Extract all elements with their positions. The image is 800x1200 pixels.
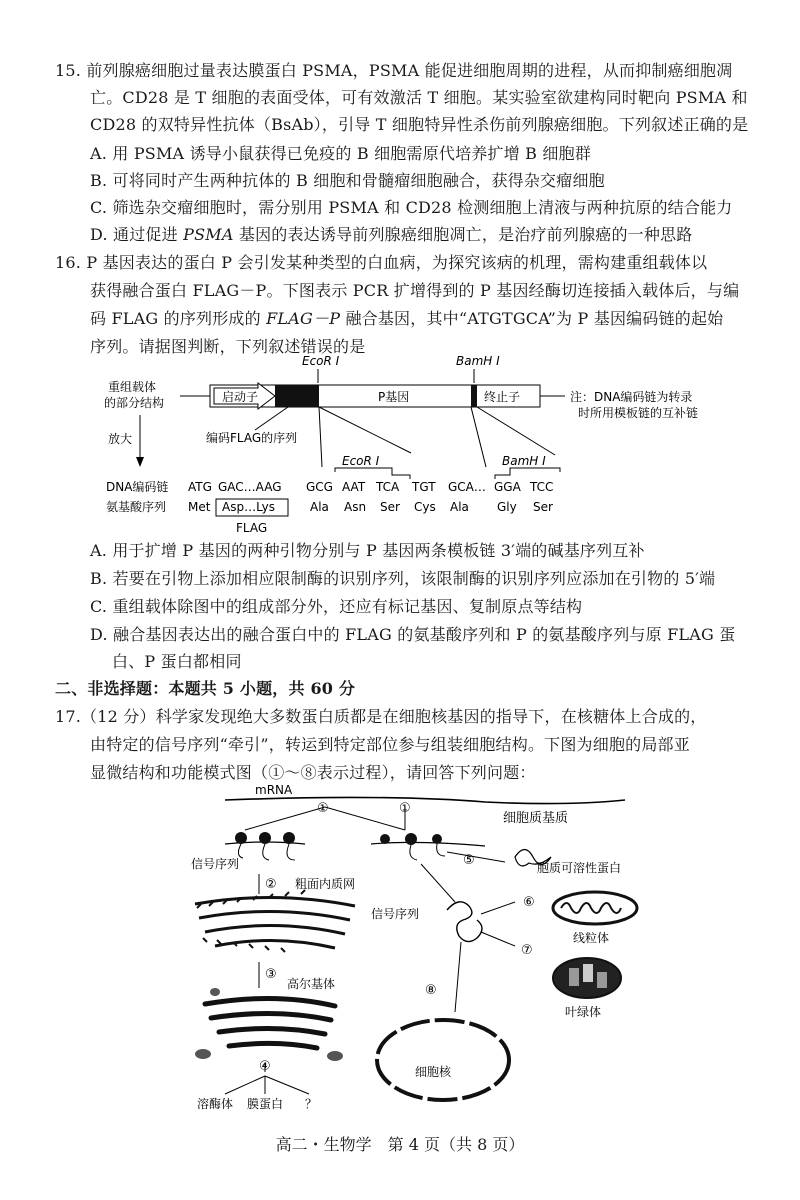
q16-stem-line-2: 获得融合蛋白 FLAG－P。下图表示 PCR 扩增得到的 P 基因经酶切连接插入载体后，与编 bbox=[90, 281, 740, 300]
q16-stem-line-1: 16. P 基因表达的蛋白 P 会引发某种类型的白血病，为探究该病的机理，需构建重组载体以 bbox=[55, 253, 708, 272]
step-2: ② bbox=[265, 877, 277, 892]
section-heading: 二、非选择题：本题共 5 小题，共 60 分 bbox=[55, 679, 356, 698]
soluble-protein-label: 胞质可溶性蛋白 bbox=[537, 861, 622, 875]
step7-arrow bbox=[481, 932, 515, 946]
expansion-line-1 bbox=[319, 407, 322, 467]
codon: GCA… bbox=[448, 480, 486, 494]
amino-acid: Met bbox=[188, 500, 211, 514]
q15-stem-line-2: 亡。CD28 是 T 细胞的表面受体，可有效激活 T 细胞。某实验室欲建构同时靶向 PSMA 和 bbox=[90, 88, 748, 107]
amino-acid: Ala bbox=[450, 500, 469, 514]
q16-option-d-cont: 白、P 蛋白都相同 bbox=[112, 652, 242, 671]
signal-seq-label-2: 信号序列 bbox=[371, 907, 420, 921]
q15-stem-line-1: 15. 前列腺癌细胞过量表达膜蛋白 PSMA，PSMA 能促进细胞周期的进程，从而抑制癌细胞凋 bbox=[55, 61, 733, 80]
step6-arrow bbox=[481, 902, 515, 914]
ribosome-mrna-right bbox=[371, 842, 485, 846]
step1-right-line bbox=[325, 807, 405, 830]
bamhi-cut-bracket bbox=[495, 468, 560, 479]
label-vector-1: 重组载体 bbox=[108, 380, 157, 394]
center-arrow bbox=[421, 864, 455, 902]
q16-option-a: A. 用于扩增 P 基因的两种引物分别与 P 基因两条模板链 3′端的碱基序列互补 bbox=[90, 541, 645, 560]
signal-seq-label-1: 信号序列 bbox=[191, 857, 240, 871]
amino-acid: Ser bbox=[380, 500, 400, 514]
ribosome bbox=[283, 832, 295, 844]
step-6: ⑥ bbox=[523, 895, 535, 910]
ribosome bbox=[380, 834, 390, 844]
step-1-right: ① bbox=[399, 801, 411, 816]
step5-arrow bbox=[447, 852, 505, 862]
q17-stem-line-2: 由特定的信号序列“牵引”，转运到特定部位参与组装细胞结构。下图为细胞的局部亚 bbox=[90, 735, 690, 754]
flag-caption: FLAG bbox=[236, 521, 268, 535]
flag-pointer bbox=[255, 407, 288, 430]
amino-acid-label: 氨基酸序列 bbox=[106, 500, 167, 514]
enlarge-label: 放大 bbox=[108, 432, 133, 446]
terminator-label: 终止子 bbox=[484, 390, 521, 404]
mitochondrion bbox=[553, 892, 637, 924]
ribosome bbox=[405, 833, 417, 845]
step-3: ③ bbox=[265, 967, 277, 982]
flag-block bbox=[275, 385, 319, 407]
golgi-apparatus bbox=[195, 988, 343, 1061]
q16-option-d: D. 融合基因表达出的融合蛋白中的 FLAG 的氨基酸序列和 P 的氨基酸序列与原 FLAG 蛋 bbox=[90, 625, 736, 644]
step4-branch-left bbox=[225, 1076, 265, 1094]
step-7: ⑦ bbox=[521, 943, 533, 958]
nascent-chain bbox=[238, 844, 243, 858]
codon: TGT bbox=[412, 480, 436, 494]
vector-diagram bbox=[0, 345, 800, 540]
note-line-1: 注：DNA编码链为转录 bbox=[570, 390, 693, 404]
q15-stem-line-3: CD28 的双特异性抗体（BsAb），引导 T 细胞特异性杀伤前列腺癌细胞。下列叙述正确的是 bbox=[90, 115, 749, 134]
codon: TCA bbox=[376, 480, 400, 494]
codon: ATG bbox=[188, 480, 212, 494]
expansion-line-3 bbox=[471, 407, 486, 467]
codon: GGA bbox=[494, 480, 521, 494]
q15-option-a: A. 用 PSMA 诱导小鼠获得已免疫的 B 细胞需原代培养扩增 B 细胞群 bbox=[90, 144, 592, 163]
amino-acid: Cys bbox=[414, 500, 436, 514]
nascent-chain bbox=[287, 844, 295, 860]
nascent-chain bbox=[410, 845, 417, 860]
protein-sorting-diagram bbox=[185, 782, 655, 1117]
ecori-small-label: EcoR Ⅰ bbox=[342, 454, 380, 468]
nascent-chain bbox=[437, 844, 445, 856]
ribosome bbox=[235, 832, 247, 844]
q16-stem-line-4: 序列。请据图判断，下列叙述错误的是 bbox=[90, 337, 366, 356]
step4-branch-right bbox=[265, 1076, 309, 1094]
amino-acid: Gly bbox=[497, 500, 517, 514]
flag-seq-label: 编码FLAG的序列 bbox=[206, 431, 298, 445]
q16-option-b: B. 若要在引物上添加相应限制酶的识别序列，该限制酶的识别序列应添加在引物的 5′端 bbox=[90, 569, 716, 588]
step-5: ⑤ bbox=[463, 853, 475, 868]
mrna-label: mRNA bbox=[255, 783, 293, 797]
step-1-left: ① bbox=[317, 801, 329, 816]
note-line-2: 时所用模板链的互补链 bbox=[578, 406, 699, 420]
q17-stem-line-1: 17.（12 分）科学家发现绝大多数蛋白质都是在细胞核基因的指导下，在核糖体上合成的， bbox=[55, 707, 707, 726]
q17-stem-line-3: 显微结构和功能模式图（①～⑧表示过程），请回答下列问题： bbox=[90, 763, 536, 782]
codon: AAT bbox=[342, 480, 366, 494]
bamhi-small-label: BamH Ⅰ bbox=[502, 454, 546, 468]
bamhi-label: BamH Ⅰ bbox=[456, 354, 500, 368]
amino-acid: Asn bbox=[344, 500, 367, 514]
bamhi-site-block bbox=[471, 385, 477, 407]
q15-option-c: C. 筛选杂交瘤细胞时，需分别用 PSMA 和 CD28 检测细胞上清液与两种抗原的结合能力 bbox=[90, 198, 733, 217]
unknown-destination-label: ？ bbox=[305, 1097, 318, 1111]
q16-option-c: C. 重组载体除图中的组成部分外，还应有标记基因、复制原点等结构 bbox=[90, 597, 583, 616]
codon: TCC bbox=[530, 480, 554, 494]
chloro-label: 叶绿体 bbox=[565, 1005, 602, 1019]
step8-arrow bbox=[455, 942, 461, 1012]
expansion-line-4 bbox=[477, 407, 555, 455]
expansion-line-2 bbox=[319, 407, 411, 453]
ecori-cut-bracket bbox=[335, 468, 410, 479]
ribosome bbox=[259, 832, 271, 844]
codon: GAC…AAG bbox=[218, 480, 282, 494]
step-8: ⑧ bbox=[425, 983, 437, 998]
nascent-chain bbox=[263, 844, 269, 860]
promoter-label: 启动子 bbox=[222, 390, 259, 404]
nucleus-label: 细胞核 bbox=[415, 1065, 452, 1079]
enlarge-arrowhead bbox=[136, 457, 144, 467]
membrane-protein-label: 膜蛋白 bbox=[247, 1097, 284, 1111]
chloroplast bbox=[553, 958, 621, 998]
rer-label: 粗面内质网 bbox=[295, 877, 356, 891]
dna-strand-label: DNA编码链 bbox=[106, 480, 169, 494]
signal-protein bbox=[447, 902, 482, 942]
label-vector-2: 的部分结构 bbox=[104, 396, 165, 410]
mito-label: 线粒体 bbox=[573, 931, 610, 945]
rough-er bbox=[195, 890, 355, 952]
amino-acid: Asp…Lys bbox=[222, 500, 276, 514]
pgene-label: P基因 bbox=[378, 390, 410, 404]
q15-option-d: D. 通过促进 PSMA 基因的表达诱导前列腺癌细胞凋亡，是治疗前列腺癌的一种思路 bbox=[90, 225, 693, 244]
lysosome-label: 溶酶体 bbox=[197, 1097, 234, 1111]
q16-stem-line-3: 码 FLAG 的序列形成的 FLAG－P 融合基因，其中“ATGTGCA”为 P 基因编码链的起始 bbox=[90, 309, 724, 328]
ribosome bbox=[432, 834, 442, 844]
amino-acid: Ser bbox=[533, 500, 553, 514]
step-4: ④ bbox=[259, 1059, 271, 1074]
step1-left-line bbox=[245, 807, 325, 830]
amino-acid: Ala bbox=[310, 500, 329, 514]
mrna-strand bbox=[225, 797, 625, 803]
page-footer: 高二・生物学 第 4 页（共 8 页） bbox=[275, 1135, 525, 1154]
cytoplasm-label: 细胞质基质 bbox=[503, 811, 569, 826]
ecori-label: EcoR Ⅰ bbox=[302, 354, 340, 368]
nucleus-envelope bbox=[377, 1020, 509, 1100]
codon: GCG bbox=[306, 480, 333, 494]
golgi-label: 高尔基体 bbox=[287, 977, 336, 991]
q15-option-b: B. 可将同时产生两种抗体的 B 细胞和骨髓瘤细胞融合，获得杂交瘤细胞 bbox=[90, 171, 605, 190]
